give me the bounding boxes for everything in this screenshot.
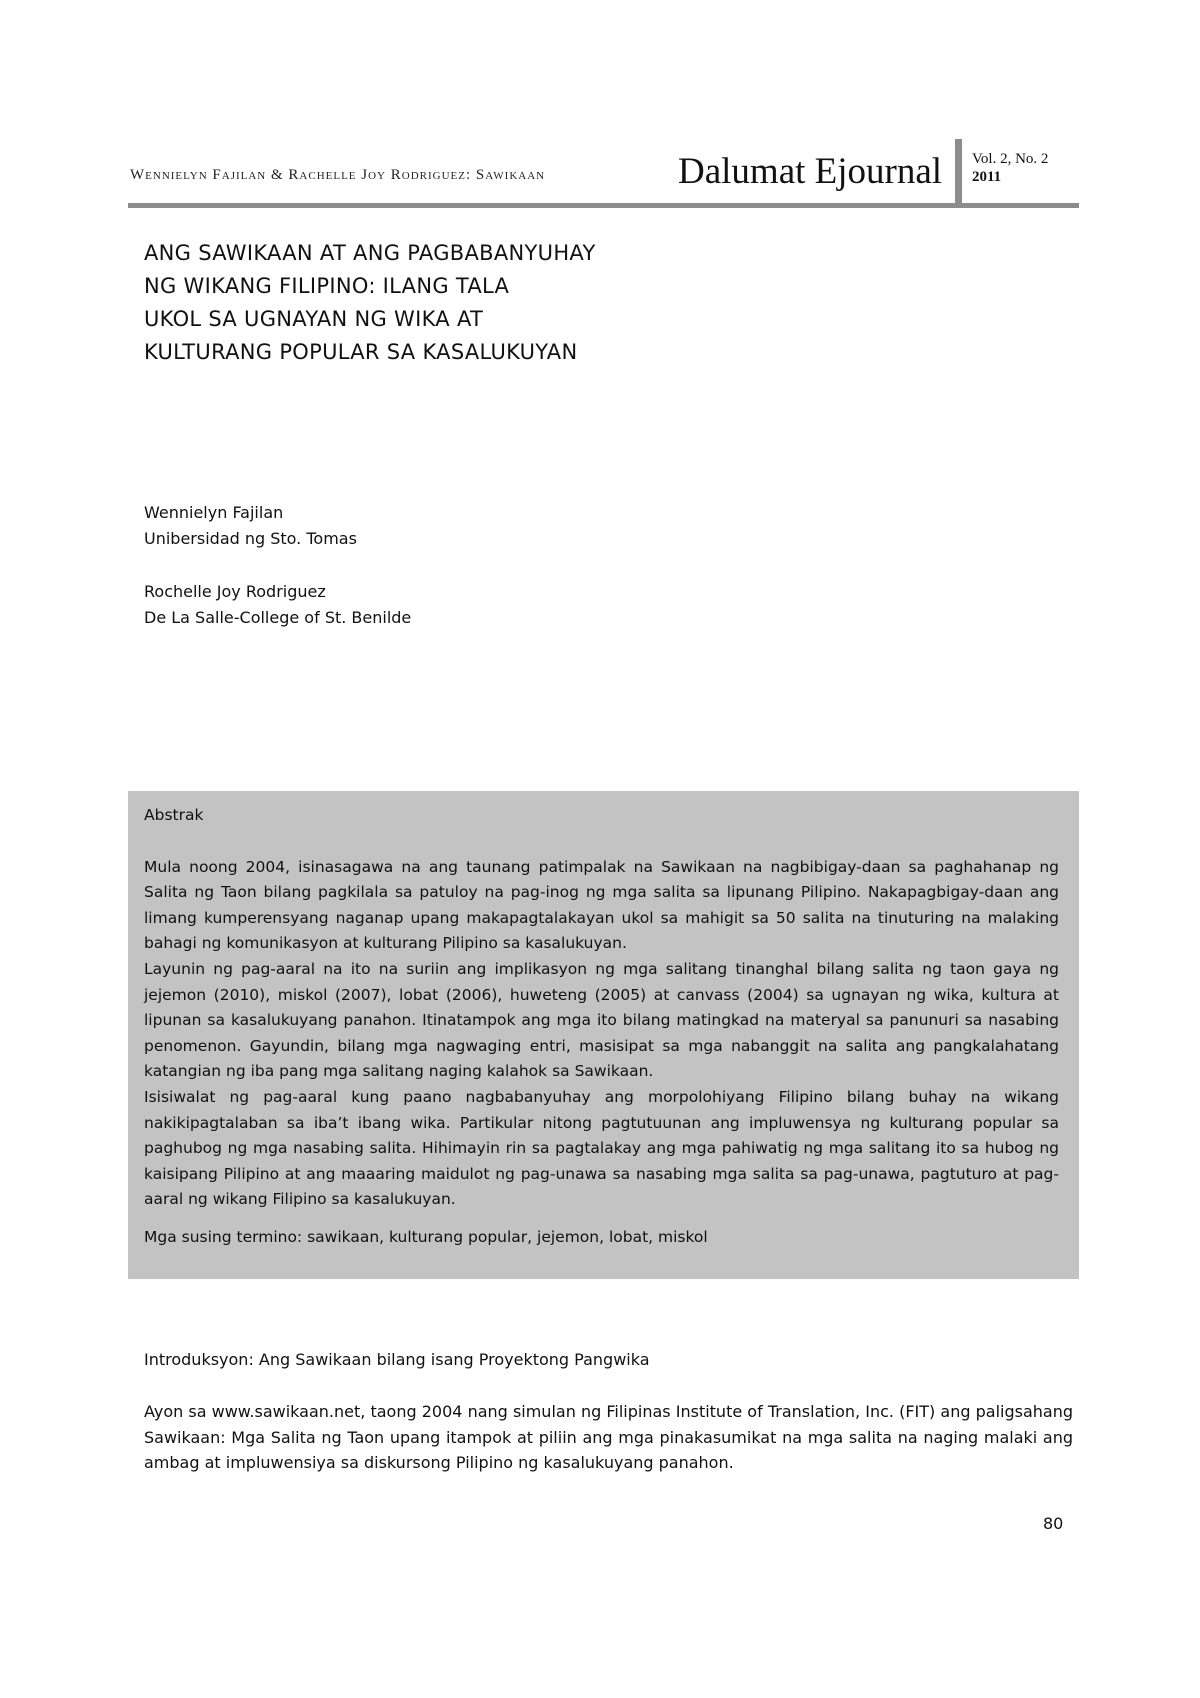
title-line: KULTURANG POPULAR SA KASALUKUYAN	[144, 340, 578, 364]
journal-name: Dalumat Ejournal	[678, 151, 943, 192]
author-affiliation: Unibersidad ng Sto. Tomas	[144, 529, 357, 548]
title-line: ANG SAWIKAAN AT ANG PAGBABANYUHAY	[144, 241, 596, 265]
introduction-body: Ayon sa www.sawikaan.net, taong 2004 nang simulan ng Filipinas Institute of Translation, Inc. (FIT) ang paligsahang Sawikaan: Mga Salita ng Taon upang itampok at piliin ang mga pinakasumikat na mga salita na naging malaki ang ambag at impluwensiya sa diskursong Pilipino ng kasalukuyang panahon.	[144, 1402, 1073, 1473]
author-block	[144, 500, 411, 552]
abstract-paragraph: Isisiwalat ng pag-aaral kung paano nagbabanyuhay ang morpolohiyang Filipino bilang buhay na wikang nakikipagtalaban sa iba’t ibang wika. Partikular nitong pagtutuunan ang impluwensya ng kulturang popular sa paghubog ng mga nasabing salita. Hihimayin rin sa pagtalakay ang mga pahiwatig ng mga salitang ito sa hubog ng kaisipang Pilipino at ang maaaring maidulot ng pag-unawa sa nasabing mga salita sa pag-unawa, pagtuturo at pag-aaral ng wikang Filipino sa kasalukuyan.	[144, 1087, 1059, 1209]
abstract-heading: Abstrak	[144, 806, 204, 824]
article-title	[144, 237, 844, 369]
abstract-content	[144, 791, 1059, 1251]
issue-year: 2011	[972, 169, 1002, 185]
title-line: NG WIKANG FILIPINO: ILANG TALA	[144, 274, 510, 298]
title-line: UKOL SA UGNAYAN NG WIKA AT	[144, 307, 484, 331]
author-name: Wennielyn Fajilan	[144, 503, 284, 522]
author-affiliation: De La Salle-College of St. Benilde	[144, 608, 412, 627]
issue-volume: Vol. 2, No. 2	[972, 151, 1049, 167]
author-name: Rochelle Joy Rodriguez	[144, 582, 326, 601]
abstract-paragraph: Layunin ng pag-aaral na ito na suriin ang implikasyon ng mga salitang tinanghal bilang salita ng taon gaya ng jejemon (2010), miskol (2007), lobat (2006), huweteng (2005) at canvass (2004) sa ugnayan ng wika, kultura at lipunan sa kasalukuyang panahon. Itinatampok ang mga ito bilang matingkad na materyal sa panunuri sa nasabing penomenon. Gayundin, bilang mga nagwaging entri, masisipat sa mga nabanggit na salita ang pangkalahatang katangian ng iba pang mga salitang naging kalahok sa Sawikaan.	[144, 959, 1059, 1081]
authors	[144, 500, 411, 658]
author-block	[144, 579, 411, 631]
introduction-heading: Introduksyon: Ang Sawikaan bilang isang Proyektong Pangwika	[144, 1350, 650, 1369]
abstract-paragraph: Mula noong 2004, isinasagawa na ang taunang patimpalak na Sawikaan na nagbibigay-daan sa paghahanap ng Salita ng Taon bilang pagkilala sa patuloy na pag-inog ng mga salita sa lipunang Pilipino. Nakapagbigay-daan ang limang kumperensyang naganap upang makapagtalakayan ukol sa mahigit sa 50 salita na tinuturing na malaking bahagi ng komunikasyon at kulturang Pilipino sa kasalukuyan.	[144, 857, 1059, 953]
header-divider-vertical	[955, 139, 962, 203]
running-head: Wennielyn Fajilan & Rachelle Joy Rodriguez: Sawikaan	[130, 167, 546, 183]
abstract-keywords: Mga susing termino: sawikaan, kulturang popular, jejemon, lobat, miskol	[144, 1227, 708, 1246]
issue-info	[972, 150, 1048, 186]
page-number: 80	[1043, 1514, 1064, 1533]
header-divider-horizontal	[128, 203, 1079, 208]
abstract-box	[128, 791, 1079, 1279]
